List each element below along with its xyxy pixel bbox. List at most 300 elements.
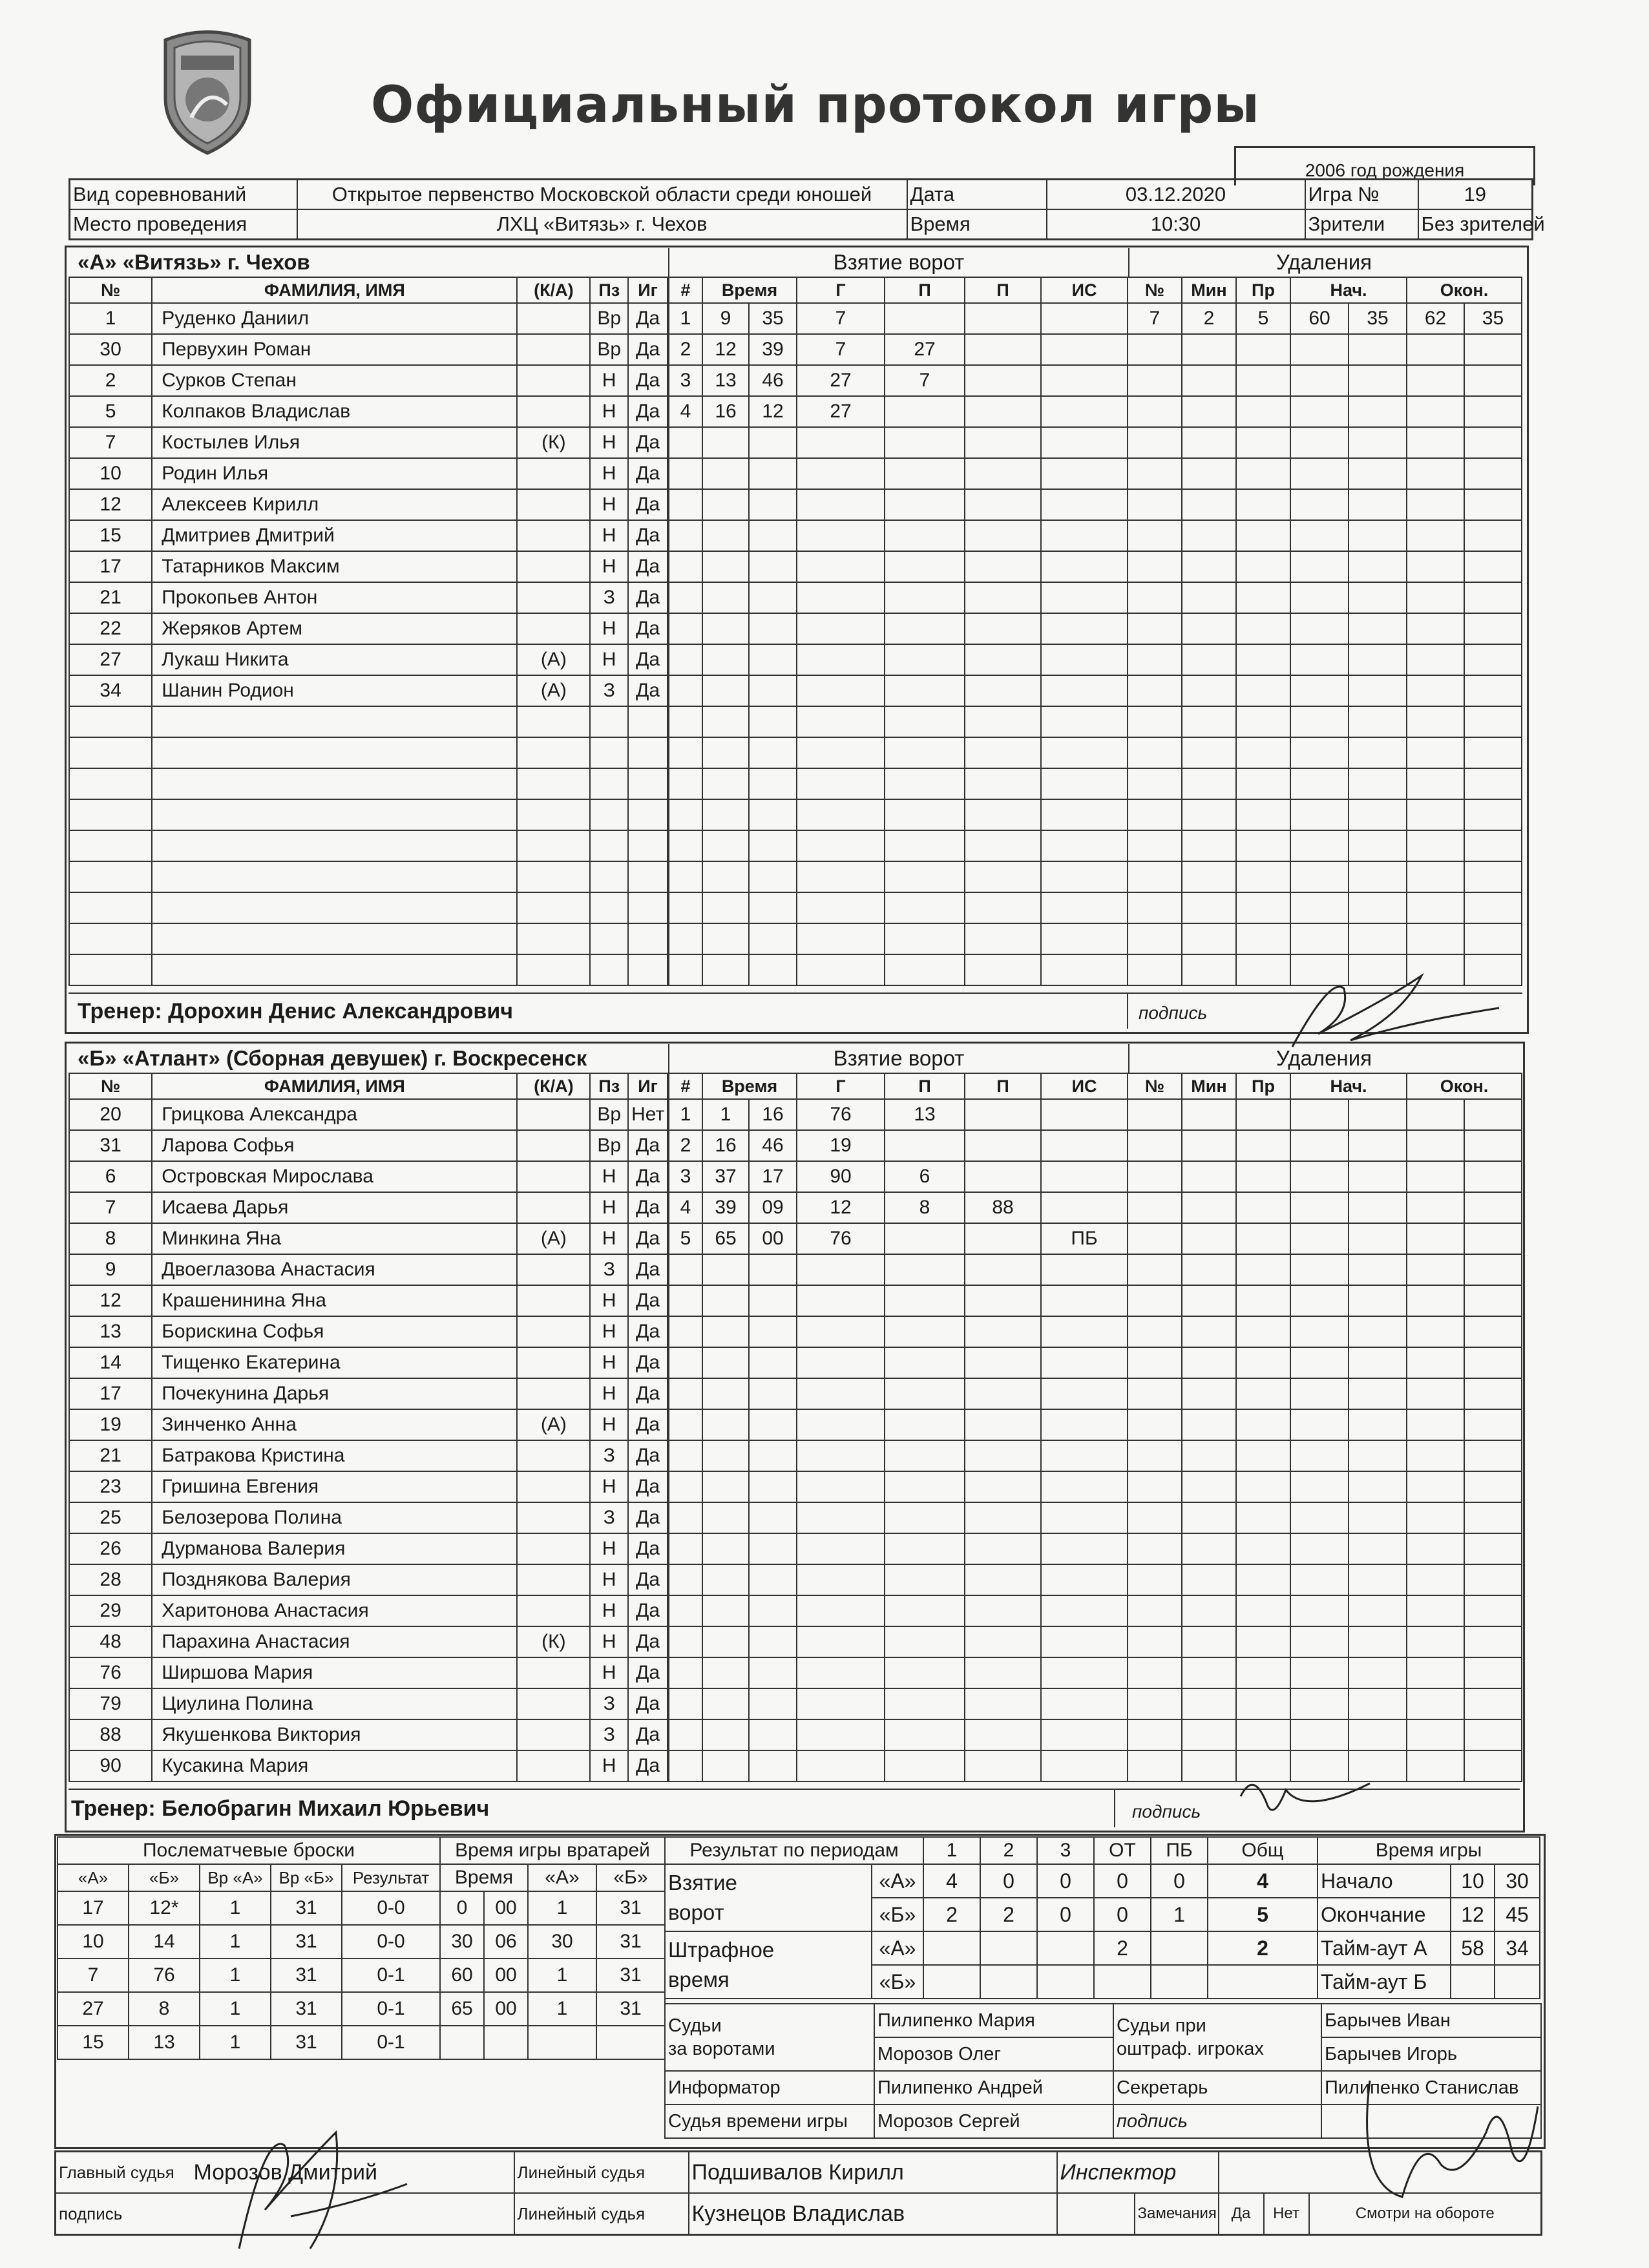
empty-cell bbox=[440, 2026, 484, 2059]
table-row bbox=[669, 1533, 1128, 1564]
player-name: Островская Мирослава bbox=[152, 1161, 517, 1192]
goals-period-1: 0 bbox=[980, 1864, 1037, 1898]
penalty-minutes bbox=[1182, 1626, 1236, 1657]
player-position: Н bbox=[590, 396, 628, 427]
goal-minute bbox=[702, 582, 749, 613]
goalie-col-b: «Б» bbox=[596, 1864, 665, 1891]
table-row bbox=[669, 582, 1128, 613]
penalty-end-second bbox=[1464, 1254, 1522, 1285]
penalty-player bbox=[1128, 396, 1182, 427]
goalie-a: 30 bbox=[528, 1925, 596, 1958]
penalty-start-minute bbox=[1290, 768, 1349, 799]
penalty-minutes bbox=[1182, 489, 1236, 520]
table-row bbox=[669, 861, 1128, 892]
player-played: Да bbox=[628, 675, 667, 706]
penalty-minutes bbox=[1182, 427, 1236, 458]
penalty-end-second bbox=[1464, 737, 1522, 768]
shooter-a: 7 bbox=[58, 1958, 129, 1992]
penalty-minutes: 2 bbox=[1182, 303, 1236, 334]
team-b-goals bbox=[668, 1044, 1129, 1782]
penalty-start-minute bbox=[1290, 861, 1349, 892]
table-row bbox=[669, 706, 1128, 737]
penalty-minutes bbox=[1182, 1223, 1236, 1254]
goal-assist-2 bbox=[965, 1719, 1041, 1750]
goalie-a: 1 bbox=[200, 2026, 271, 2059]
penalty-player bbox=[1128, 427, 1182, 458]
player-captain-mark: (К) bbox=[517, 427, 590, 458]
player-position: Н bbox=[590, 1223, 628, 1254]
penalty-end-second bbox=[1464, 1719, 1522, 1750]
penalty-end-minute bbox=[1407, 1502, 1464, 1533]
goal-minute: 13 bbox=[702, 365, 749, 396]
player-played: Да bbox=[628, 365, 667, 396]
team-b-penalties-table bbox=[1127, 1073, 1522, 1782]
goal-second bbox=[749, 551, 797, 582]
goal-situation bbox=[1041, 1626, 1128, 1657]
goal-number bbox=[669, 954, 702, 985]
goal-assist-2 bbox=[965, 675, 1041, 706]
penalty-start-second bbox=[1349, 365, 1407, 396]
goal-col-number: # bbox=[669, 277, 702, 303]
penalty-start-minute bbox=[1290, 1285, 1349, 1316]
goal-number bbox=[669, 582, 702, 613]
player-position: Н bbox=[590, 458, 628, 489]
goal-minute bbox=[702, 892, 749, 923]
player-name: Лукаш Никита bbox=[152, 644, 517, 675]
goal-assist-1 bbox=[885, 861, 965, 892]
goal-assist-1 bbox=[885, 1626, 965, 1657]
player-captain-mark bbox=[517, 489, 590, 520]
penalty-player bbox=[1128, 644, 1182, 675]
goal-number: 2 bbox=[669, 1130, 702, 1161]
player-captain-mark bbox=[517, 303, 590, 334]
time-label: Время bbox=[907, 209, 1047, 240]
player-position: Н bbox=[590, 1285, 628, 1316]
player-position: Вр bbox=[590, 1099, 628, 1130]
table-row bbox=[1128, 1595, 1522, 1626]
table-row bbox=[1128, 892, 1522, 923]
empty-cell bbox=[590, 923, 628, 954]
goal-scorer bbox=[797, 613, 885, 644]
pim-period-1 bbox=[980, 1931, 1037, 1965]
penalty-start-second bbox=[1349, 923, 1407, 954]
table-row bbox=[665, 1864, 1318, 1898]
goal-number bbox=[669, 768, 702, 799]
goal-scorer bbox=[797, 644, 885, 675]
penalty-start-second bbox=[1349, 706, 1407, 737]
table-row bbox=[1128, 706, 1522, 737]
player-number: 21 bbox=[69, 1440, 152, 1471]
player-number: 12 bbox=[69, 1285, 152, 1316]
table-row bbox=[669, 1099, 1128, 1130]
player-position: Н bbox=[590, 644, 628, 675]
goal-situation bbox=[1041, 1130, 1128, 1161]
penalty-minutes bbox=[1182, 396, 1236, 427]
penalty-start-minute bbox=[1290, 1316, 1349, 1347]
table-row bbox=[69, 1161, 667, 1192]
penalty-minutes bbox=[1182, 520, 1236, 551]
table-row bbox=[69, 489, 667, 520]
penalty-minutes bbox=[1182, 582, 1236, 613]
game-number: 19 bbox=[1418, 180, 1533, 210]
goals-period-3: 0 bbox=[1094, 1864, 1151, 1898]
goal-number bbox=[669, 892, 702, 923]
table-row bbox=[69, 458, 667, 489]
player-number: 34 bbox=[69, 675, 152, 706]
player-name: Почекунина Дарья bbox=[152, 1378, 517, 1409]
table-row bbox=[669, 1254, 1128, 1285]
goal-assist-2 bbox=[965, 1130, 1041, 1161]
pim-period-0 bbox=[923, 1965, 980, 1999]
player-position: Н bbox=[590, 1161, 628, 1192]
player-captain-mark bbox=[517, 1130, 590, 1161]
goal-assist-2: 88 bbox=[965, 1192, 1041, 1223]
player-played: Да bbox=[628, 1719, 667, 1750]
player-number: 19 bbox=[69, 1409, 152, 1440]
goal-number bbox=[669, 613, 702, 644]
player-number: 31 bbox=[69, 1130, 152, 1161]
goal-assist-2 bbox=[965, 1409, 1041, 1440]
player-position: З bbox=[590, 675, 628, 706]
linesman-label-1: Линейный судья bbox=[514, 2152, 689, 2194]
player-number: 8 bbox=[69, 1223, 152, 1254]
penalty-minutes bbox=[1182, 1192, 1236, 1223]
player-played: Да bbox=[628, 1688, 667, 1719]
goal-minute: 37 bbox=[702, 1161, 749, 1192]
goal-minute bbox=[702, 706, 749, 737]
goal-situation bbox=[1041, 1161, 1128, 1192]
shooter-a: 15 bbox=[58, 2026, 129, 2059]
team-b-goals-title: Взятие ворот bbox=[668, 1044, 1129, 1073]
penalty-minutes bbox=[1182, 737, 1236, 768]
goal-second: 46 bbox=[749, 1130, 797, 1161]
table-row bbox=[1128, 1347, 1522, 1378]
player-played: Да bbox=[628, 551, 667, 582]
penalty-start-second bbox=[1349, 1409, 1407, 1440]
goal-assist-2 bbox=[965, 1223, 1041, 1254]
venue-value: ЛХЦ «Витязь» г. Чехов bbox=[297, 209, 907, 240]
penalty-start-minute bbox=[1290, 1440, 1349, 1471]
penalty-end-minute bbox=[1407, 1099, 1464, 1130]
goal-minute: 12 bbox=[702, 334, 749, 365]
player-position: Н bbox=[590, 1471, 628, 1502]
player-position: Н bbox=[590, 1564, 628, 1595]
penalty-col-reason: Пр bbox=[1236, 1073, 1290, 1099]
goal-situation bbox=[1041, 737, 1128, 768]
penalty-reason bbox=[1236, 1502, 1290, 1533]
goal-scorer bbox=[797, 1595, 885, 1626]
penalty-minutes bbox=[1182, 1688, 1236, 1719]
empty-cell bbox=[152, 706, 517, 737]
penalty-start-second bbox=[1349, 1533, 1407, 1564]
table-row bbox=[669, 923, 1128, 954]
penalty-player bbox=[1128, 1750, 1182, 1781]
empty-cell bbox=[517, 737, 590, 768]
player-played: Да bbox=[628, 1254, 667, 1285]
goal-second bbox=[749, 1347, 797, 1378]
goal-assist-1 bbox=[885, 582, 965, 613]
penalty-start-second bbox=[1349, 892, 1407, 923]
empty-cell bbox=[528, 2026, 596, 2059]
goal-assist-1 bbox=[885, 1316, 965, 1347]
penalty-start-second bbox=[1349, 1471, 1407, 1502]
penalty-start-second bbox=[1349, 1502, 1407, 1533]
player-captain-mark bbox=[517, 1595, 590, 1626]
table-row bbox=[69, 613, 667, 644]
goal-second bbox=[749, 737, 797, 768]
penalty-end-minute bbox=[1407, 830, 1464, 861]
penalty-end-minute bbox=[1407, 1378, 1464, 1409]
col-number: № bbox=[69, 277, 152, 303]
goal-minute bbox=[702, 1502, 749, 1533]
goal-situation bbox=[1041, 1192, 1128, 1223]
penalty-reason bbox=[1236, 1254, 1290, 1285]
team-a-penalties bbox=[1127, 248, 1522, 986]
penalty-end-minute bbox=[1407, 923, 1464, 954]
goal-number bbox=[669, 1502, 702, 1533]
player-captain-mark: (К) bbox=[517, 1626, 590, 1657]
goal-minute bbox=[702, 923, 749, 954]
goal-number bbox=[669, 1471, 702, 1502]
penalty-reason bbox=[1236, 861, 1290, 892]
penalty-start-second bbox=[1349, 1130, 1407, 1161]
penalty-start-minute bbox=[1290, 1254, 1349, 1285]
penalty-reason bbox=[1236, 737, 1290, 768]
player-played: Да bbox=[628, 1378, 667, 1409]
penalty-player bbox=[1128, 582, 1182, 613]
table-row bbox=[69, 334, 667, 365]
goal-situation bbox=[1041, 1595, 1128, 1626]
team-b-penalties bbox=[1127, 1044, 1522, 1782]
goal-col-scorer: Г bbox=[797, 1073, 885, 1099]
goal-minute bbox=[702, 1440, 749, 1471]
goal-scorer: 7 bbox=[797, 303, 885, 334]
penalty-col-minutes: Мин bbox=[1182, 1073, 1236, 1099]
penalty-start-second bbox=[1349, 1161, 1407, 1192]
goal-assist-2 bbox=[965, 923, 1041, 954]
penalty-player bbox=[1128, 1347, 1182, 1378]
penalty-start-minute bbox=[1290, 1626, 1349, 1657]
player-number: 25 bbox=[69, 1502, 152, 1533]
goal-scorer bbox=[797, 1719, 885, 1750]
penalty-reason bbox=[1236, 1657, 1290, 1688]
goal-minute bbox=[702, 1657, 749, 1688]
table-row bbox=[69, 675, 667, 706]
table-row bbox=[69, 892, 667, 923]
penalty-judge-2: Барычев Игорь bbox=[1321, 2037, 1541, 2071]
player-number: 13 bbox=[69, 1316, 152, 1347]
table-row bbox=[58, 1958, 440, 1992]
player-captain-mark bbox=[517, 365, 590, 396]
penalty-minutes bbox=[1182, 799, 1236, 830]
goal-assist-1 bbox=[885, 1688, 965, 1719]
player-position: З bbox=[590, 1440, 628, 1471]
penalty-minutes bbox=[1182, 1657, 1236, 1688]
goal-situation bbox=[1041, 1099, 1128, 1130]
table-row bbox=[69, 954, 667, 985]
player-played: Да bbox=[628, 1130, 667, 1161]
penalty-reason bbox=[1236, 1595, 1290, 1626]
empty-cell bbox=[69, 737, 152, 768]
player-name: Кусакина Мария bbox=[152, 1750, 517, 1781]
remarks-yes: Да bbox=[1219, 2193, 1264, 2235]
penalty-start-second bbox=[1349, 1688, 1407, 1719]
goal-assist-1: 8 bbox=[885, 1192, 965, 1223]
goal-scorer: 76 bbox=[797, 1099, 885, 1130]
goal-minute bbox=[702, 1347, 749, 1378]
penalty-minutes bbox=[1182, 1316, 1236, 1347]
penalty-reason bbox=[1236, 396, 1290, 427]
empty-cell bbox=[152, 954, 517, 985]
table-row bbox=[1128, 1192, 1522, 1223]
team-a-coach-sign-label: подпись bbox=[1139, 1003, 1208, 1023]
goalie-b: 31 bbox=[596, 1925, 665, 1958]
penalty-player bbox=[1128, 1099, 1182, 1130]
player-captain-mark bbox=[517, 1254, 590, 1285]
goal-situation bbox=[1041, 582, 1128, 613]
penalty-reason bbox=[1236, 675, 1290, 706]
player-played: Да bbox=[628, 1409, 667, 1440]
penalty-end-minute bbox=[1407, 1347, 1464, 1378]
penalty-start-second bbox=[1349, 799, 1407, 830]
team-a-penalties-title: Удаления bbox=[1276, 250, 1372, 274]
goal-situation bbox=[1041, 551, 1128, 582]
table-row bbox=[669, 334, 1128, 365]
table-row bbox=[669, 303, 1128, 334]
timekeeper-name: Морозов Сергей bbox=[874, 2105, 1113, 2138]
goal-minute bbox=[702, 613, 749, 644]
goal-assist-2 bbox=[965, 365, 1041, 396]
penalty-minutes bbox=[1182, 830, 1236, 861]
penalty-player bbox=[1128, 830, 1182, 861]
penalty-start-second bbox=[1349, 551, 1407, 582]
penalty-reason bbox=[1236, 1223, 1290, 1254]
penalty-minutes bbox=[1182, 954, 1236, 985]
penalty-minutes bbox=[1182, 1502, 1236, 1533]
table-row bbox=[1128, 1688, 1522, 1719]
shooter-b: 76 bbox=[129, 1958, 200, 1992]
player-captain-mark: (А) bbox=[517, 675, 590, 706]
penalty-start-second bbox=[1349, 737, 1407, 768]
goal-number bbox=[669, 427, 702, 458]
goal-scorer bbox=[797, 799, 885, 830]
goal-assist-2 bbox=[965, 1378, 1041, 1409]
goal-col-number: # bbox=[669, 1073, 702, 1099]
empty-cell bbox=[590, 737, 628, 768]
goal-assist-1 bbox=[885, 1533, 965, 1564]
penalty-player bbox=[1128, 1285, 1182, 1316]
penalty-end-minute bbox=[1407, 644, 1464, 675]
empty-cell bbox=[590, 892, 628, 923]
empty-cell bbox=[517, 892, 590, 923]
team-a-roster bbox=[68, 248, 668, 986]
goal-second bbox=[749, 613, 797, 644]
goal-scorer bbox=[797, 1254, 885, 1285]
table-row bbox=[1128, 1533, 1522, 1564]
player-captain-mark bbox=[517, 1688, 590, 1719]
player-number: 29 bbox=[69, 1595, 152, 1626]
penalty-start-minute bbox=[1290, 1409, 1349, 1440]
table-row bbox=[1128, 1719, 1522, 1750]
table-row bbox=[669, 830, 1128, 861]
shooter-b: 8 bbox=[129, 1992, 200, 2026]
empty-cell bbox=[152, 737, 517, 768]
table-row bbox=[1128, 1657, 1522, 1688]
player-name: Позднякова Валерия bbox=[152, 1564, 517, 1595]
player-number: 22 bbox=[69, 613, 152, 644]
penalty-end-minute bbox=[1407, 1471, 1464, 1502]
team-a-goals-title: Взятие ворот bbox=[668, 248, 1129, 277]
goalie-minute: 65 bbox=[440, 1992, 484, 2026]
player-played: Да bbox=[628, 1595, 667, 1626]
goalie-col-time: Время bbox=[440, 1864, 528, 1891]
goal-scorer bbox=[797, 861, 885, 892]
goal-number bbox=[669, 520, 702, 551]
goal-scorer bbox=[797, 1750, 885, 1781]
goals-period-5: 5 bbox=[1208, 1898, 1318, 1931]
player-played: Да bbox=[628, 334, 667, 365]
goal-scorer bbox=[797, 1626, 885, 1657]
penalty-reason bbox=[1236, 458, 1290, 489]
goal-number bbox=[669, 737, 702, 768]
penalty-reason bbox=[1236, 365, 1290, 396]
empty-cell bbox=[628, 861, 667, 892]
goals-period-1: 2 bbox=[980, 1898, 1037, 1931]
goal-second bbox=[749, 1657, 797, 1688]
table-row bbox=[69, 923, 667, 954]
table-row bbox=[1128, 613, 1522, 644]
goalie-time-title: Время игры вратарей bbox=[440, 1837, 665, 1864]
game-info-table bbox=[68, 178, 1545, 240]
goal-scorer bbox=[797, 830, 885, 861]
goal-situation bbox=[1041, 1440, 1128, 1471]
penalty-end-minute bbox=[1407, 675, 1464, 706]
table-row bbox=[1128, 489, 1522, 520]
penalty-start-minute bbox=[1290, 830, 1349, 861]
penalty-minutes bbox=[1182, 706, 1236, 737]
goal-second bbox=[749, 1378, 797, 1409]
table-row bbox=[69, 1750, 667, 1781]
penalty-start-minute: 60 bbox=[1290, 303, 1349, 334]
empty-cell bbox=[517, 706, 590, 737]
player-position: Н bbox=[590, 1657, 628, 1688]
goal-second bbox=[749, 1316, 797, 1347]
player-position: Вр bbox=[590, 334, 628, 365]
penalty-player bbox=[1128, 675, 1182, 706]
secretary-label: Секретарь bbox=[1113, 2071, 1321, 2105]
player-position: Н bbox=[590, 1626, 628, 1657]
goal-col-time: Время bbox=[702, 1073, 797, 1099]
penalty-minutes bbox=[1182, 1161, 1236, 1192]
player-played: Да bbox=[628, 396, 667, 427]
table-row bbox=[1128, 675, 1522, 706]
goal-assist-1 bbox=[885, 830, 965, 861]
penalty-start-minute bbox=[1290, 923, 1349, 954]
penalty-reason bbox=[1236, 489, 1290, 520]
goal-scorer: 7 bbox=[797, 334, 885, 365]
goal-assist-1 bbox=[885, 458, 965, 489]
penalty-player bbox=[1128, 1626, 1182, 1657]
goal-judge-2: Морозов Олег bbox=[874, 2037, 1113, 2071]
team-a-title: «А» «Витязь» г. Чехов bbox=[78, 250, 310, 274]
penalty-end-minute: 62 bbox=[1407, 303, 1464, 334]
goal-situation bbox=[1041, 768, 1128, 799]
penalty-start-minute bbox=[1290, 458, 1349, 489]
chief-judge-label: Главный судья bbox=[56, 2152, 191, 2194]
goal-number bbox=[669, 1378, 702, 1409]
player-position: Н bbox=[590, 1347, 628, 1378]
table-row bbox=[69, 1192, 667, 1223]
